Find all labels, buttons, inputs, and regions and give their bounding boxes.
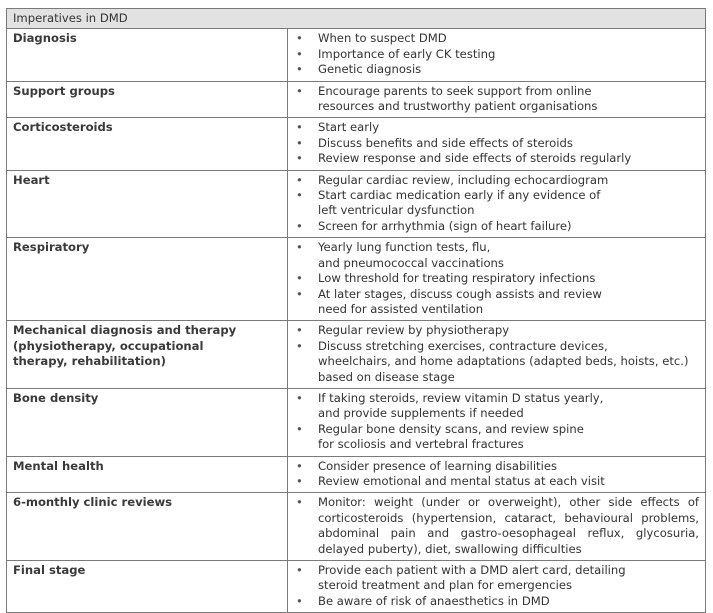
- list-item: • Review emotional and mental status at each visit: [294, 474, 699, 489]
- row-label: Mental health: [7, 456, 288, 493]
- table-row: [7, 561, 706, 613]
- row-label: Respiratory: [7, 238, 288, 321]
- list-item: • Screen for arrhythmia (sign of heart failure): [294, 219, 699, 234]
- bullet-list: [294, 240, 699, 317]
- bullet-list: [294, 391, 699, 453]
- list-item: • Regular cardiac review, including echocardiogram: [294, 173, 699, 188]
- table-row: [7, 170, 706, 238]
- row-items: [288, 81, 706, 118]
- list-item: • Importance of early CK testing: [294, 47, 699, 62]
- bullet-list: [294, 323, 699, 385]
- bullet-list: [294, 459, 699, 490]
- list-item: • Yearly lung function tests, flu, and pneumococcal vaccinations: [294, 240, 699, 271]
- list-item: • Be aware of risk of anaesthetics in DMD: [294, 594, 699, 609]
- row-items: [288, 321, 706, 389]
- imperatives-table: [6, 8, 706, 613]
- table-row: [7, 81, 706, 118]
- bullet-list: [294, 495, 699, 557]
- list-item: • Discuss stretching exercises, contracture devices, wheelchairs, and home adaptations (adapted beds, hoists, etc.) based on disease stage: [294, 339, 699, 385]
- row-label: Bone density: [7, 388, 288, 456]
- list-item: • At later stages, discuss cough assists and review need for assisted ventilation: [294, 287, 699, 318]
- bullet-list: [294, 31, 699, 77]
- list-item: • Provide each patient with a DMD alert card, detailing steroid treatment and plan for emergencies: [294, 563, 699, 594]
- list-item: • Discuss benefits and side effects of steroids: [294, 136, 699, 151]
- table-row: [7, 388, 706, 456]
- bullet-list: [294, 173, 699, 235]
- table-header-row: [7, 9, 706, 29]
- row-label: Mechanical diagnosis and therapy (physiotherapy, occupational therapy, rehabilitation): [7, 321, 288, 389]
- row-label: Corticosteroids: [7, 118, 288, 170]
- row-items: [288, 118, 706, 170]
- table-row: [7, 118, 706, 170]
- row-items: [288, 170, 706, 238]
- list-item: • When to suspect DMD: [294, 31, 699, 46]
- bullet-list: [294, 120, 699, 166]
- table-row: [7, 456, 706, 493]
- row-items: [288, 238, 706, 321]
- list-item: • Review response and side effects of steroids regularly: [294, 151, 699, 166]
- table-row: [7, 321, 706, 389]
- row-items: [288, 493, 706, 561]
- bullet-list: [294, 84, 699, 115]
- list-item: • Start early: [294, 120, 699, 135]
- row-items: [288, 29, 706, 81]
- list-item: • Start cardiac medication early if any evidence of left ventricular dysfunction: [294, 188, 699, 219]
- list-item: • Monitor: weight (under or overweight), other side effects of corticosteroids (hypertension, cataract, behavioural problems, abdominal pain and gastro-oesophageal reflux, glycosuria, delayed puberty), diet, swallowing difficulties: [294, 495, 699, 557]
- row-label: Final stage: [7, 561, 288, 613]
- list-item: • Regular review by physiotherapy: [294, 323, 699, 338]
- list-item: • Genetic diagnosis: [294, 62, 699, 77]
- table-row: [7, 493, 706, 561]
- row-label: Heart: [7, 170, 288, 238]
- row-items: [288, 456, 706, 493]
- list-item: • Consider presence of learning disabilities: [294, 459, 699, 474]
- list-item: • Encourage parents to seek support from online resources and trustworthy patient organisations: [294, 84, 699, 115]
- list-item: • Regular bone density scans, and review spine for scoliosis and vertebral fractures: [294, 422, 699, 453]
- list-item: • Low threshold for treating respiratory infections: [294, 271, 699, 286]
- row-items: [288, 561, 706, 613]
- row-items: [288, 388, 706, 456]
- bullet-list: [294, 563, 699, 609]
- row-label: 6-monthly clinic reviews: [7, 493, 288, 561]
- list-item: • If taking steroids, review vitamin D status yearly, and provide supplements if needed: [294, 391, 699, 422]
- table-row: [7, 238, 706, 321]
- row-label: Diagnosis: [7, 29, 288, 81]
- table-title: Imperatives in DMD: [7, 9, 706, 29]
- table-row: [7, 29, 706, 81]
- row-label: Support groups: [7, 81, 288, 118]
